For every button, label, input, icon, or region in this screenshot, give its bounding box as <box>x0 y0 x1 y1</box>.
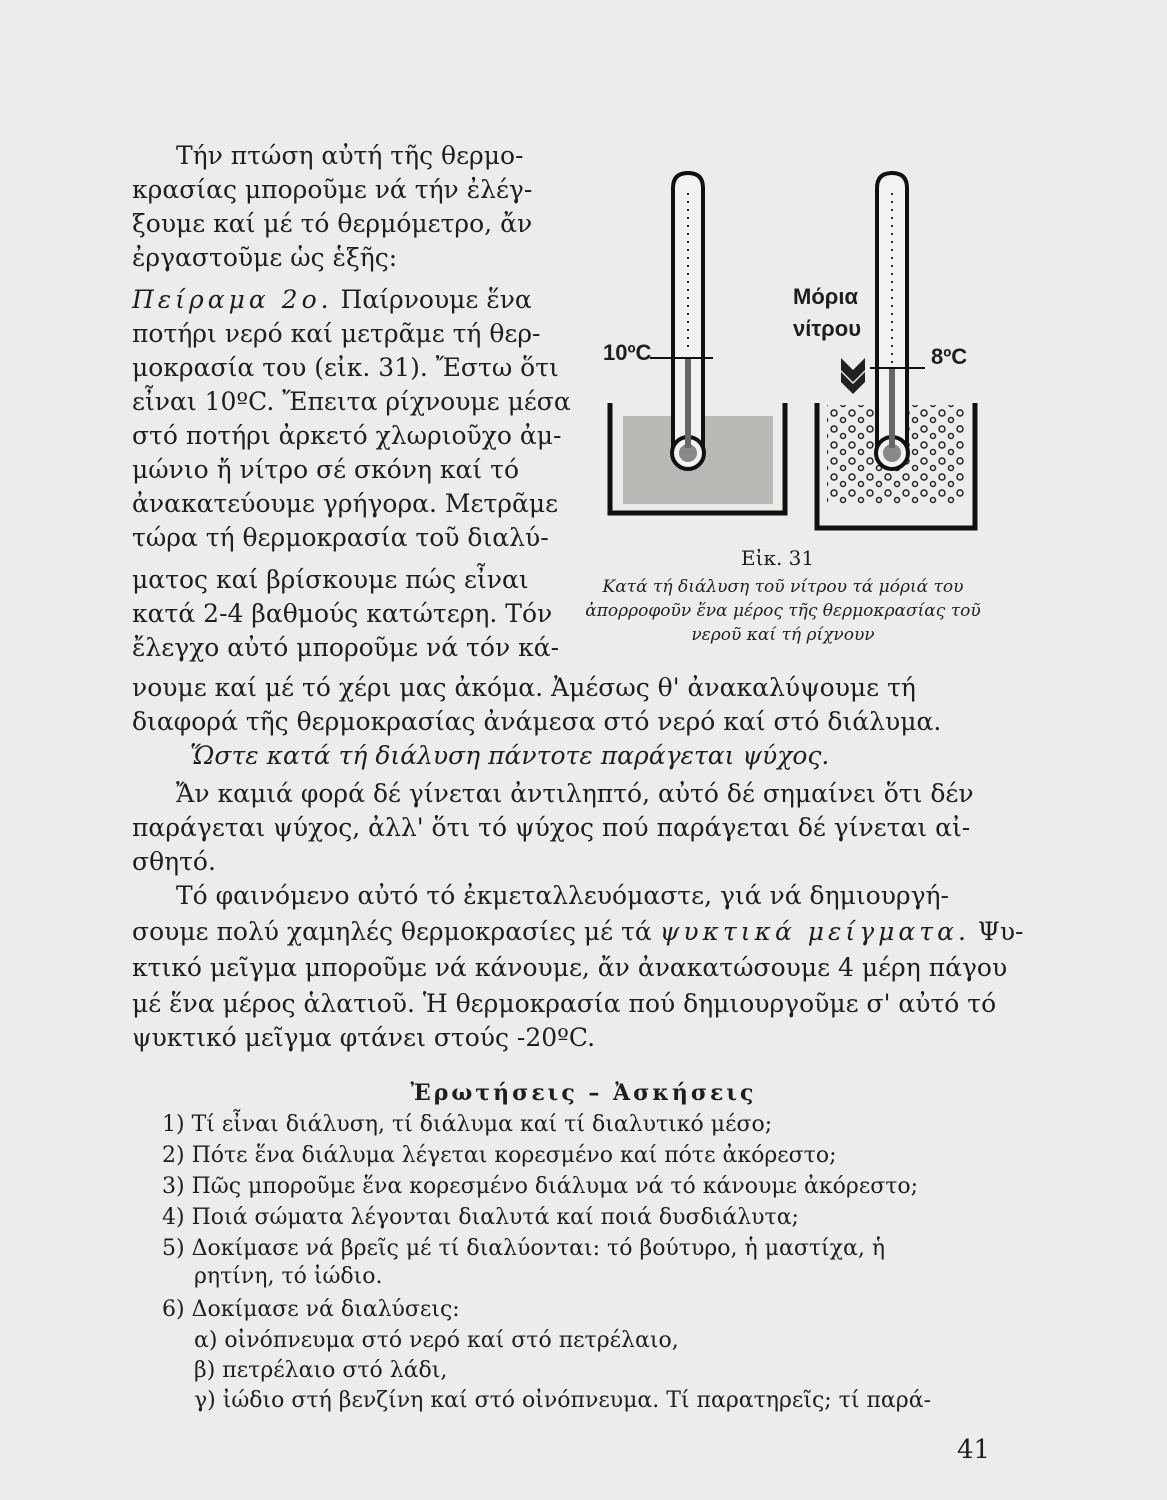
text-line: κρασίας μποροῦμε νά τήν ἐλέγ- <box>132 175 533 204</box>
text-line: κατά 2-4 βαθμούς κατώτερη. Τόν <box>132 599 553 628</box>
molecules-label: Μόρια <box>793 284 859 309</box>
exercise-item: 2) Πότε ἕνα διάλυμα λέγεται κορεσμένο καί πότε ἀκόρεστο; <box>162 1143 837 1168</box>
exercise-item: 1) Τί εἶναι διάλυση, τί διάλυμα καί τί διαλυτικό μέσο; <box>162 1112 773 1137</box>
exercise-item: γ) ἰώδιο στή βενζίνη καί στό οἰνόπνευμα. Τί παρατηρεῖς; τί παρά- <box>194 1388 931 1413</box>
text-span: σουμε πολύ χαμηλές θερμοκρασίες μέ τά <box>132 917 652 946</box>
molecules-label: νίτρου <box>793 316 862 341</box>
text-line: κτικό μεῖγμα μποροῦμε νά κάνουμε, ἄν ἀνακατώσουμε 4 μέρη πάγου <box>132 953 1008 982</box>
term-emphasis: ψυκτικά μείγματα. <box>659 917 970 946</box>
text-line: τώρα τή θερμοκρασία τοῦ διαλύ- <box>132 523 549 552</box>
exercise-item: 6) Δοκίμασε νά διαλύσεις: <box>162 1297 460 1322</box>
text-line: στό ποτήρι ἀρκετό χλωριοῦχο ἀμ- <box>132 421 562 450</box>
exercise-item: 4) Ποιά σώματα λέγονται διαλυτά καί ποιά δυσδιάλυτα; <box>162 1205 799 1230</box>
text-line: μώνιο ἤ νίτρο σέ σκόνη καί τό <box>132 455 520 484</box>
conclusion: Ὥστε κατά τή διάλυση πάντοτε παράγεται ψύχος. <box>190 741 830 770</box>
text-line: σθητό. <box>132 847 216 876</box>
text-line: διαφορά τῆς θερμοκρασίας ἀνάμεσα στό νερό καί στό διάλυμα. <box>132 707 942 736</box>
exercise-item: α) οἰνόπνευμα στό νερό καί στό πετρέλαιο, <box>194 1328 679 1353</box>
exercise-item: β) πετρέλαιο στό λάδι, <box>194 1358 448 1383</box>
text-line: μέ ἕνα μέρος ἁλατιοῦ. Ἡ θερμοκρασία πού δημιουργοῦμε σ' αὐτό τό <box>132 989 997 1018</box>
temp-label-right: 8ºC <box>931 344 968 369</box>
text-line: μοκρασία του (εἰκ. 31). Ἔστω ὅτι <box>132 353 559 382</box>
text-line: Τήν πτώση αὐτή τῆς θερμο- <box>176 141 524 170</box>
exercise-item: 5) Δοκίμασε νά βρεῖς μέ τί διαλύονται: τό βούτυρο, ἡ μαστίχα, ἡ <box>162 1236 886 1261</box>
text-line: νουμε καί μέ τό χέρι μας ἀκόμα. Ἀμέσως θ' ἀνακαλύψουμε τή <box>132 673 916 702</box>
figure-caption: Κατά τή διάλυση τοῦ νίτρου τά μόριά του ἀπορροφοῦν ἕνα μέρος τῆς θερμοκρασίας τοῦ νεροῦ καί τή ρίχνουν <box>585 577 981 645</box>
text-line: ποτήρι νερό καί μετρᾶμε τή θερ- <box>132 319 541 348</box>
text-line: παράγεται ψύχος, ἀλλ' ὅτι τό ψύχος πού παράγεται δέ γίνεται αἰ- <box>132 813 971 842</box>
figure-31 <box>595 168 985 538</box>
exercise-item: ρητίνη, τό ἰώδιο. <box>194 1264 383 1289</box>
page-number: 41 <box>957 1435 991 1465</box>
temp-label-left: 10ºC <box>603 340 652 365</box>
exercises-heading: Ἐρωτήσεις – Ἀσκήσεις <box>410 1080 757 1106</box>
exercise-item: 3) Πῶς μποροῦμε ἕνα κορεσμένο διάλυμα νά τό κάνουμε ἀκόρεστο; <box>162 1174 919 1199</box>
experiment-line <box>132 284 532 316</box>
thermometer-diagram <box>595 168 985 538</box>
text-line: ἔλεγχο αὐτό μποροῦμε νά τόν κά- <box>132 633 560 662</box>
text-line: ἀνακατεύουμε γρήγορα. Μετρᾶμε <box>132 489 559 518</box>
text-line: Τό φαινόμενο αὐτό τό ἐκμεταλλευόμαστε, γιά νά δημιουργή- <box>176 881 949 910</box>
text-line: ματος καί βρίσκουμε πώς εἶναι <box>132 565 529 594</box>
text-line: ψυκτικό μεῖγμα φτάνει στούς -20ºC. <box>132 1023 596 1052</box>
experiment-title: Πείραμα 2ο. <box>132 285 333 314</box>
text-line: Ἄν καμιά φορά δέ γίνεται ἀντιληπτό, αὐτό δέ σημαίνει ὅτι δέν <box>176 779 974 808</box>
figure-number: Εἰκ. 31 <box>741 546 815 570</box>
text-line <box>132 916 1024 948</box>
text-line: ἐργαστοῦμε ὡς ἑξῆς: <box>132 243 398 272</box>
experiment-text: Παίρνουμε ἕνα <box>340 285 532 314</box>
text-span: Ψυ- <box>977 917 1024 946</box>
text-line: εἶναι 10ºC. Ἔπειτα ρίχνουμε μέσα <box>132 387 571 416</box>
text-line: ξουμε καί μέ τό θερμόμετρο, ἄν <box>132 209 533 238</box>
